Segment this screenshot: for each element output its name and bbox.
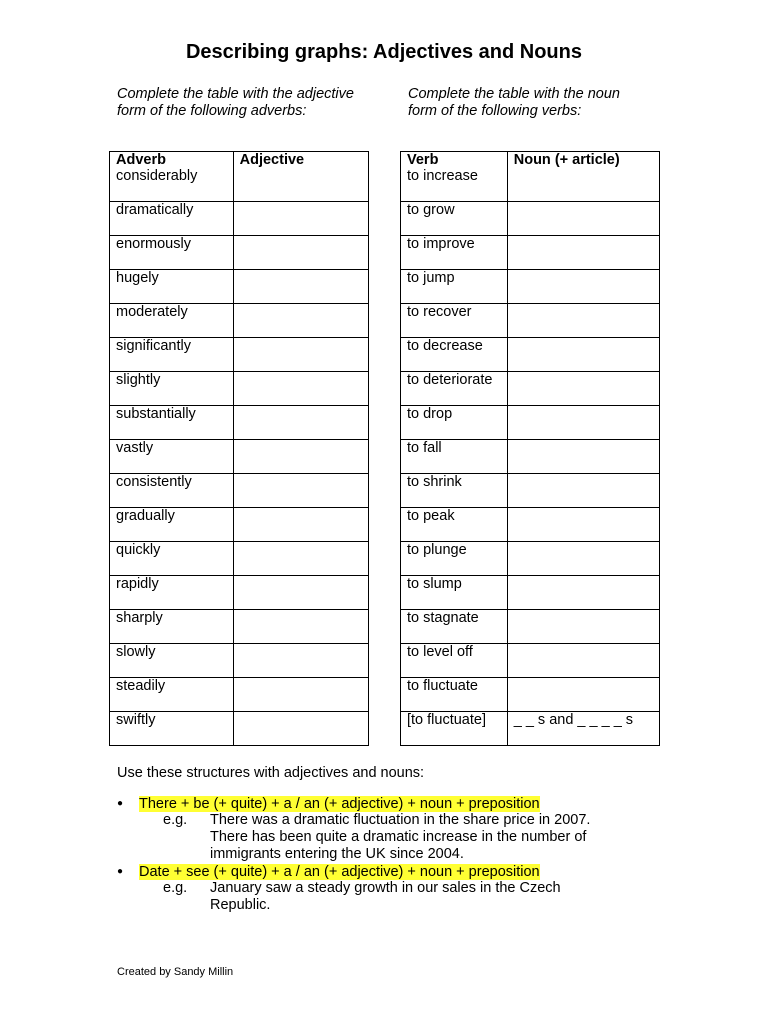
verb-cell: to level off (401, 644, 508, 678)
adjective-answer-cell[interactable] (233, 542, 368, 576)
column-header-verb: Verb (401, 152, 508, 169)
noun-answer-cell[interactable] (507, 440, 659, 474)
noun-answer-cell[interactable] (507, 474, 659, 508)
noun-answer-cell[interactable] (507, 236, 659, 270)
table-row (401, 338, 660, 372)
page-title: Describing graphs: Adjectives and Nouns (185, 41, 582, 63)
adverb-cell: gradually (110, 508, 234, 542)
noun-answer-cell[interactable] (507, 678, 659, 712)
table-row (401, 168, 660, 202)
noun-answer-cell[interactable] (507, 202, 659, 236)
eg-label: e.g. (163, 880, 188, 896)
verb-cell: to shrink (401, 474, 508, 508)
table-row (110, 440, 369, 474)
example-line: There was a dramatic fluctuation in the share price in 2007. (210, 812, 591, 828)
adjective-answer-cell[interactable] (233, 678, 368, 712)
noun-answer-cell[interactable] (507, 304, 659, 338)
adverb-cell: dramatically (110, 202, 234, 236)
verb-cell: to improve (401, 236, 508, 270)
adjective-answer-cell[interactable] (233, 508, 368, 542)
verb-cell: to increase (401, 168, 508, 202)
table-row (110, 372, 369, 406)
verb-cell: to grow (401, 202, 508, 236)
table-row (110, 338, 369, 372)
noun-answer-cell[interactable] (507, 406, 659, 440)
table-row (401, 270, 660, 304)
verb-cell: [to fluctuate] (401, 712, 508, 746)
example-line: Republic. (210, 897, 271, 913)
table-row (110, 474, 369, 508)
table-row (401, 406, 660, 440)
noun-answer-cell[interactable]: _ _ s and _ _ _ _ s (507, 712, 659, 746)
table-header-row (110, 152, 369, 169)
adverb-cell: slowly (110, 644, 234, 678)
footer-credit: Created by Sandy Millin (117, 966, 234, 978)
verb-cell: to jump (401, 270, 508, 304)
noun-answer-cell[interactable] (507, 270, 659, 304)
table-row (110, 508, 369, 542)
noun-answer-cell[interactable] (507, 338, 659, 372)
table-row (401, 304, 660, 338)
adjective-answer-cell[interactable] (233, 440, 368, 474)
verb-cell: to recover (401, 304, 508, 338)
adverb-cell: moderately (110, 304, 234, 338)
table-row (401, 202, 660, 236)
adjective-answer-cell[interactable] (233, 576, 368, 610)
table-row (401, 712, 660, 746)
adverb-cell: quickly (110, 542, 234, 576)
verb-cell: to fall (401, 440, 508, 474)
adverb-instructions: Complete the table with the adjective form of the following adverbs: (117, 86, 354, 119)
adverb-cell: substantially (110, 406, 234, 440)
adjective-answer-cell[interactable] (233, 202, 368, 236)
adjective-answer-cell[interactable] (233, 372, 368, 406)
noun-answer-cell[interactable] (507, 508, 659, 542)
noun-answer-cell[interactable] (507, 610, 659, 644)
table-row (401, 508, 660, 542)
noun-answer-cell[interactable] (507, 372, 659, 406)
table-header-row (401, 152, 660, 169)
adverb-cell: hugely (110, 270, 234, 304)
table-row (110, 644, 369, 678)
verb-cell: to stagnate (401, 610, 508, 644)
adverb-cell: swiftly (110, 712, 234, 746)
verb-cell: to peak (401, 508, 508, 542)
table-row (401, 440, 660, 474)
adjective-answer-cell[interactable] (233, 168, 368, 202)
adjective-answer-cell[interactable] (233, 610, 368, 644)
column-header-adjective: Adjective (233, 152, 368, 169)
adverb-cell: considerably (110, 168, 234, 202)
structure-item (117, 795, 540, 813)
noun-answer-cell[interactable] (507, 576, 659, 610)
verb-cell: to decrease (401, 338, 508, 372)
table-row (110, 304, 369, 338)
table-row (110, 542, 369, 576)
table-row (401, 576, 660, 610)
table-row (110, 270, 369, 304)
eg-label: e.g. (163, 812, 188, 828)
table-row (110, 576, 369, 610)
table-row (401, 236, 660, 270)
verb-table (400, 151, 660, 746)
adjective-answer-cell[interactable] (233, 338, 368, 372)
adverb-cell: steadily (110, 678, 234, 712)
table-row (110, 678, 369, 712)
structure-pattern: Date + see (+ quite) + a / an (+ adjective) + noun + preposition (139, 864, 540, 880)
table-row (401, 542, 660, 576)
bullet-icon: ● (117, 866, 124, 877)
bullet-icon: ● (117, 798, 124, 809)
adverb-cell: slightly (110, 372, 234, 406)
verb-cell: to deteriorate (401, 372, 508, 406)
table-row (401, 372, 660, 406)
structure-item (117, 863, 540, 881)
adjective-answer-cell[interactable] (233, 406, 368, 440)
adverb-table (109, 151, 369, 746)
verb-cell: to fluctuate (401, 678, 508, 712)
column-header-noun: Noun (+ article) (507, 152, 659, 169)
table-row (110, 610, 369, 644)
adverb-cell: consistently (110, 474, 234, 508)
adjective-answer-cell[interactable] (233, 712, 368, 746)
adjective-answer-cell[interactable] (233, 304, 368, 338)
adverb-cell: rapidly (110, 576, 234, 610)
structure-pattern: There + be (+ quite) + a / an (+ adjective) + noun + preposition (139, 796, 540, 812)
table-row (110, 202, 369, 236)
adverb-cell: significantly (110, 338, 234, 372)
table-row (110, 712, 369, 746)
table-row (110, 168, 369, 202)
verb-cell: to slump (401, 576, 508, 610)
example-line: January saw a steady growth in our sales in the Czech (210, 880, 561, 896)
adjective-answer-cell[interactable] (233, 474, 368, 508)
verb-cell: to plunge (401, 542, 508, 576)
verb-cell: to drop (401, 406, 508, 440)
table-row (401, 678, 660, 712)
noun-answer-cell[interactable] (507, 644, 659, 678)
table-row (401, 474, 660, 508)
table-row (401, 644, 660, 678)
column-header-adverb: Adverb (110, 152, 234, 169)
adjective-answer-cell[interactable] (233, 644, 368, 678)
table-row (401, 610, 660, 644)
example-line: immigrants entering the UK since 2004. (210, 846, 464, 862)
adverb-cell: sharply (110, 610, 234, 644)
adjective-answer-cell[interactable] (233, 270, 368, 304)
table-row (110, 406, 369, 440)
example-line: There has been quite a dramatic increase in the number of (210, 829, 587, 845)
adverb-cell: vastly (110, 440, 234, 474)
usage-intro: Use these structures with adjectives and nouns: (117, 765, 425, 781)
table-row (110, 236, 369, 270)
adjective-answer-cell[interactable] (233, 236, 368, 270)
noun-answer-cell[interactable] (507, 168, 659, 202)
adverb-cell: enormously (110, 236, 234, 270)
noun-answer-cell[interactable] (507, 542, 659, 576)
verb-instructions: Complete the table with the noun form of the following verbs: (408, 86, 620, 119)
